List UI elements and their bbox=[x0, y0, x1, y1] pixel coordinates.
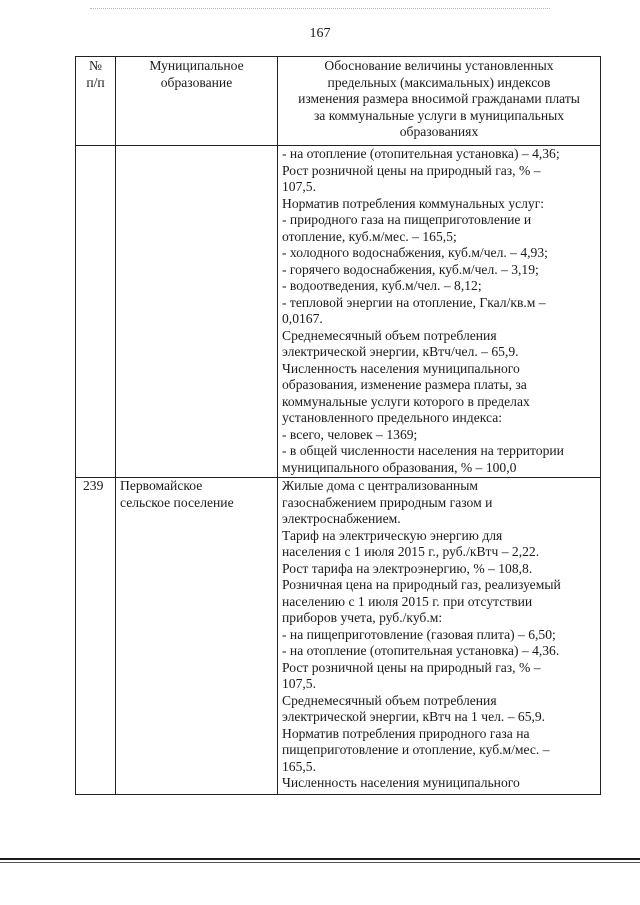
header-text-line: предельных (максимальных) индексов bbox=[327, 74, 551, 90]
header-number bbox=[76, 57, 116, 146]
justification-text-line: 107,5. bbox=[282, 676, 316, 691]
justification-text-line: образования, изменение размера платы, за bbox=[282, 377, 527, 392]
justification-cell bbox=[278, 146, 601, 478]
justification-text-line: установленного предельного индекса: bbox=[282, 410, 503, 425]
justification-text-line: Рост розничной цены на природный газ, % – bbox=[282, 162, 541, 178]
row-number-cell bbox=[76, 478, 116, 795]
header-text-line: Обоснование величины установленных bbox=[324, 58, 554, 73]
justification-text-line: электрической энергии, кВтч/чел. – 65,9. bbox=[282, 344, 519, 359]
scan-artifact-top bbox=[90, 8, 550, 10]
justification-text-line: муниципального образования, % – 100,0 bbox=[282, 459, 517, 475]
justification-text-line: Розничная цена на природный газ, реализуемый bbox=[282, 577, 561, 592]
tariff-table bbox=[75, 56, 601, 795]
justification-text-line: 165,5. bbox=[282, 758, 316, 774]
justification-text-line: - водоотведения, куб.м/чел. – 8,12; bbox=[282, 278, 482, 293]
justification-text-line: электрической энергии, кВтч на 1 чел. – 65,9. bbox=[282, 709, 546, 724]
table-row bbox=[76, 146, 601, 478]
justification-text-line: Численность населения муниципального bbox=[282, 360, 520, 376]
bottom-rule-thin bbox=[0, 862, 640, 863]
bottom-rule bbox=[0, 858, 640, 860]
justification-text-line: 107,5. bbox=[282, 179, 316, 194]
header-text-line: образованиях bbox=[399, 124, 479, 139]
table-row bbox=[76, 478, 601, 795]
justification-text-line: газоснабжением природным газом и bbox=[282, 494, 493, 510]
header-municipality bbox=[116, 57, 278, 146]
header-text-line: № bbox=[89, 58, 102, 73]
justification-text-line: - на пищеприготовление (газовая плита) – 6,50; bbox=[282, 626, 556, 642]
justification-text-line: приборов учета, руб./куб.м: bbox=[282, 610, 443, 625]
justification-text-line: Рост тарифа на электроэнергию, % – 108,8. bbox=[282, 560, 533, 576]
justification-cell bbox=[278, 478, 601, 795]
justification-text-line: Рост розничной цены на природный газ, % – bbox=[282, 659, 541, 675]
justification-text-line: - на отопление (отопительная установка) – 4,36. bbox=[282, 643, 560, 658]
header-text-line: образование bbox=[160, 74, 233, 90]
row-number: 239 bbox=[83, 478, 104, 493]
justification-text-line: Норматив потребления природного газа на bbox=[282, 725, 530, 741]
justification-text-line: - в общей численности населения на территории bbox=[282, 443, 564, 458]
justification-text-line: Тариф на электрическую энергию для bbox=[282, 527, 503, 543]
page-number: 167 bbox=[309, 26, 331, 41]
justification-text-line: населения с 1 июля 2015 г., руб./кВтч – 2,22. bbox=[282, 544, 540, 559]
municipality-name-line: Первомайское bbox=[120, 478, 203, 493]
header-text-line: Муниципальное bbox=[149, 58, 244, 73]
justification-text-line: Норматив потребления коммунальных услуг: bbox=[282, 195, 545, 211]
header-text-line: за коммунальные услуги в муниципальных bbox=[313, 107, 565, 123]
justification-text-line: - природного газа на пищеприготовление и bbox=[282, 212, 532, 227]
municipality-cell bbox=[116, 146, 278, 478]
justification-text-line: 0,0167. bbox=[282, 311, 323, 326]
row-number-cell bbox=[76, 146, 116, 478]
justification-text-line: - всего, человек – 1369; bbox=[282, 426, 418, 442]
justification-text-line: коммунальные услуги которого в пределах bbox=[282, 393, 530, 409]
header-text-line: изменения размера вносимой гражданами платы bbox=[298, 91, 580, 106]
justification-text-line: Среднемесячный объем потребления bbox=[282, 692, 497, 708]
municipality-name-line: сельское поселение bbox=[120, 494, 234, 510]
justification-text-line: - на отопление (отопительная установка) – 4,36; bbox=[282, 146, 560, 161]
header-justification bbox=[278, 57, 601, 146]
justification-text-line: - горячего водоснабжения, куб.м/чел. – 3,19; bbox=[282, 261, 539, 277]
justification-text-line: Численность населения муниципального bbox=[282, 775, 520, 790]
justification-text-line: Жилые дома с централизованным bbox=[282, 478, 478, 493]
header-text-line: п/п bbox=[86, 74, 105, 90]
justification-text-line: населению с 1 июля 2015 г. при отсутствии bbox=[282, 593, 533, 609]
justification-text-line: Среднемесячный объем потребления bbox=[282, 327, 497, 343]
justification-text-line: - холодного водоснабжения, куб.м/чел. – 4,93; bbox=[282, 245, 548, 260]
justification-text-line: электроснабжением. bbox=[282, 511, 401, 526]
municipality-cell bbox=[116, 478, 278, 795]
justification-text-line: отопление, куб.м/мес. – 165,5; bbox=[282, 228, 457, 244]
justification-text-line: пищеприготовление и отопление, куб.м/мес. – bbox=[282, 742, 550, 757]
justification-text-line: - тепловой энергии на отопление, Гкал/кв.м – bbox=[282, 294, 546, 310]
table-header-row bbox=[76, 57, 601, 146]
